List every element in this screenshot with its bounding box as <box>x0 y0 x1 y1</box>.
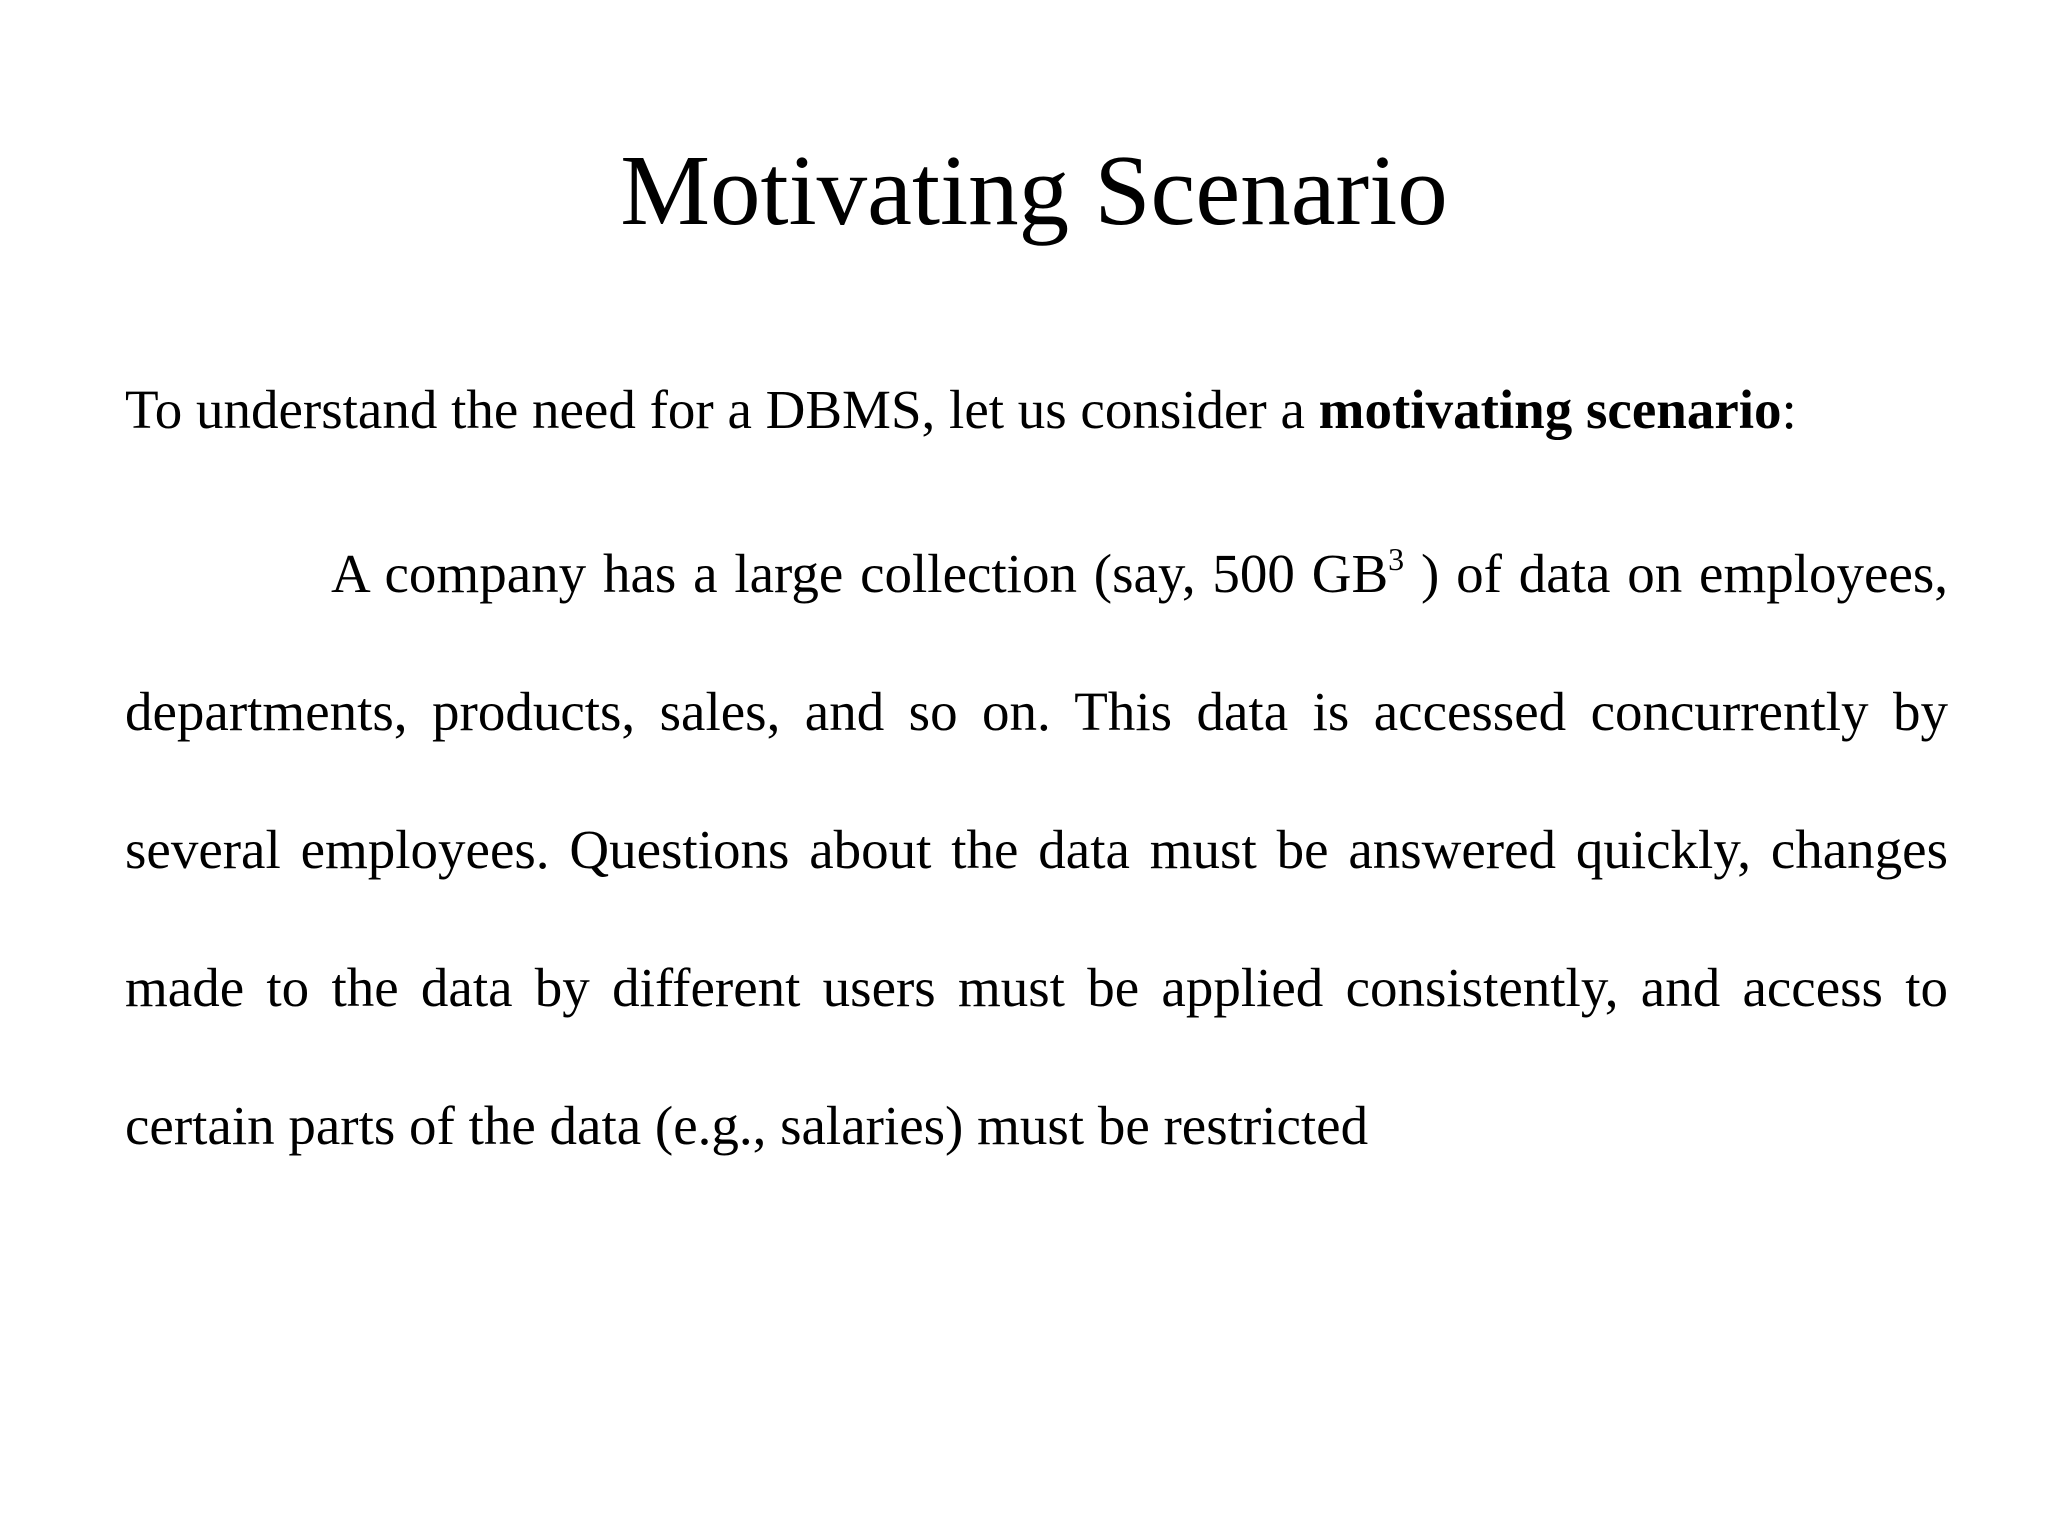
intro-sentence <box>125 375 1945 445</box>
paragraph-text-before-footnote: A company has a large collection (say, 500 GB <box>331 543 1389 604</box>
footnote-marker: 3 <box>1388 541 1405 577</box>
slide-title: Motivating Scenario <box>620 134 1448 246</box>
intro-emphasis: motivating scenario <box>1318 379 1782 440</box>
paragraph-text-after-footnote: ) of data on employees, departments, products, sales, and so on. This data is accessed concurrently by several employees. Questions about the data must be answered quickly, changes made to the data by different users must be applied consistently, and access to certain parts of the data (e.g., salaries) must be restricted <box>125 543 1949 1156</box>
intro-text-before: To understand the need for a DBMS, let us consider a <box>125 379 1319 440</box>
intro-text-after: : <box>1781 379 1797 440</box>
scenario-paragraph <box>125 505 1948 1195</box>
